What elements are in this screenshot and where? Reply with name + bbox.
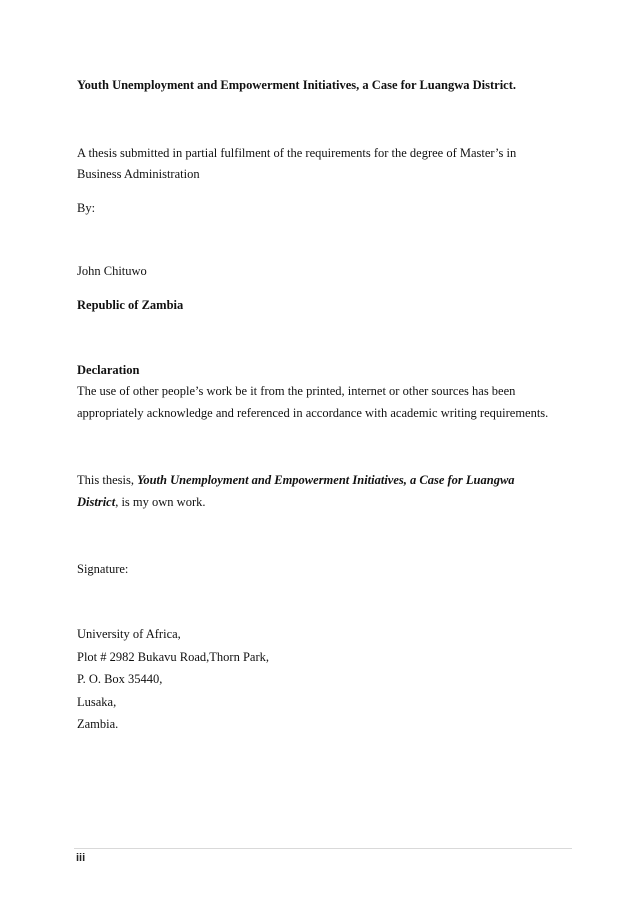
declaration-heading: Declaration bbox=[77, 363, 140, 377]
address-line-5: Zambia. bbox=[77, 717, 119, 731]
address-line-4: Lusaka, bbox=[77, 695, 117, 709]
footer-divider bbox=[74, 848, 572, 849]
submission-statement-line-2: Business Administration bbox=[77, 167, 200, 181]
address-line-1: University of Africa, bbox=[77, 627, 181, 641]
ownership-statement-line-2 bbox=[77, 494, 205, 510]
ownership-statement-line-1 bbox=[77, 472, 515, 488]
ownership-statement-title-part-2: District bbox=[77, 495, 116, 509]
country-name: Republic of Zambia bbox=[77, 298, 184, 312]
thesis-title: Youth Unemployment and Empowerment Initiatives, a Case for Luangwa District. bbox=[77, 78, 517, 92]
declaration-text-line-2: appropriately acknowledge and referenced in accordance with academic writing requirements. bbox=[77, 406, 549, 420]
page-number: iii bbox=[76, 852, 86, 864]
ownership-statement-prefix: This thesis, bbox=[77, 473, 138, 487]
declaration-text-line-1: The use of other people’s work be it from the printed, internet or other sources has been bbox=[77, 384, 516, 398]
ownership-statement-suffix: , is my own work. bbox=[115, 495, 206, 509]
submission-statement-line-1: A thesis submitted in partial fulfilment of the requirements for the degree of Master’s in bbox=[77, 146, 517, 160]
ownership-statement-title-part-1: Youth Unemployment and Empowerment Initiatives, a Case for Luangwa bbox=[137, 473, 515, 487]
by-label: By: bbox=[77, 201, 96, 215]
signature-label: Signature: bbox=[77, 562, 129, 576]
address-line-3: P. O. Box 35440, bbox=[77, 672, 163, 686]
address-line-2: Plot # 2982 Bukavu Road,Thorn Park, bbox=[77, 650, 270, 664]
author-name: John Chituwo bbox=[77, 264, 147, 278]
